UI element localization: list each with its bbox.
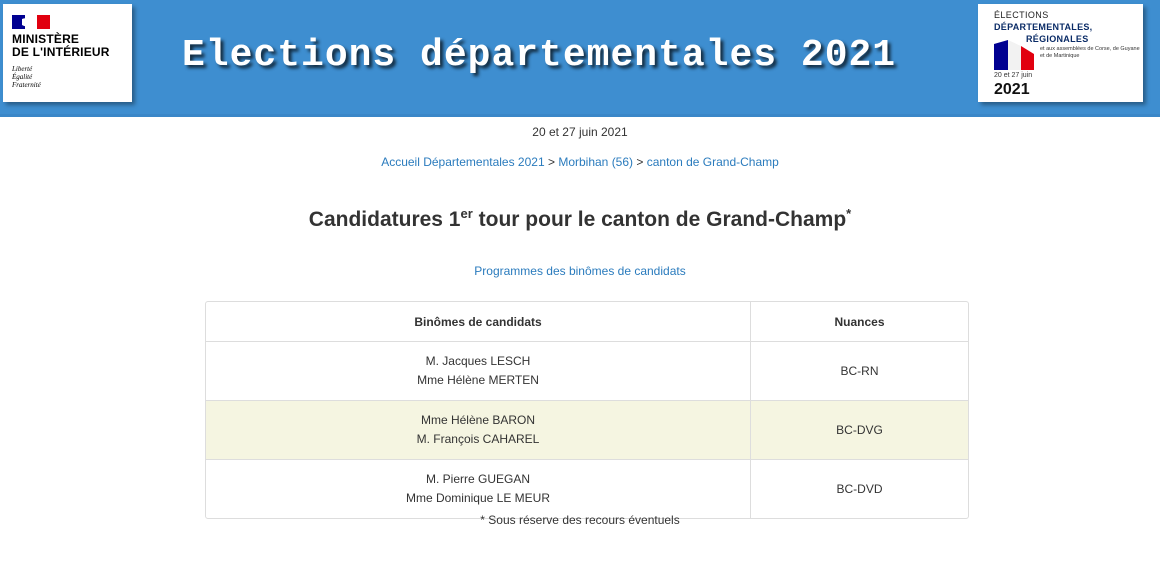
title-asterisk: *: [846, 206, 852, 221]
candidate-name: Mme Dominique LE MEUR: [405, 491, 551, 505]
nuance-cell: BC-DVG: [751, 401, 969, 460]
logo-departementales-label: DÉPARTEMENTALES,: [994, 22, 1093, 32]
site-header: [0, 0, 1160, 117]
programmes-link[interactable]: Programmes des binômes de candidats: [474, 264, 686, 278]
candidates-table: [205, 301, 969, 519]
candidate-name: Mme Hélène BARON: [420, 413, 536, 427]
candidate-name: M. François CAHAREL: [416, 432, 540, 446]
table-row: [206, 401, 968, 460]
logo-year: 2021: [994, 81, 1030, 98]
breadcrumb: [0, 155, 1160, 169]
election-dates: 20 et 27 juin 2021: [532, 125, 628, 139]
title-ordinal: er: [460, 206, 473, 221]
candidate-pair-cell: [206, 342, 751, 401]
page-title: [0, 208, 1160, 232]
table-row: [206, 460, 968, 519]
title-prefix: Candidatures 1: [308, 208, 461, 231]
nuance-cell: BC-DVD: [751, 460, 969, 519]
marianne-flag-icon: [12, 15, 50, 29]
table-row: [206, 342, 968, 401]
nuance-cell: BC-RN: [751, 342, 969, 401]
banner-title: Elections départementales 2021: [182, 34, 897, 77]
candidate-name: M. Jacques LESCH: [425, 354, 531, 368]
breadcrumb-canton-link[interactable]: canton de Grand-Champ: [646, 155, 779, 169]
logo-dates: 20 et 27 juin: [994, 72, 1033, 79]
candidate-pair-cell: [206, 401, 751, 460]
table-header-row: [206, 302, 968, 342]
french-flag-icon: [994, 40, 1034, 70]
breadcrumb-department-link[interactable]: Morbihan (56): [558, 155, 634, 169]
ministry-name: MINISTÈRE DE L'INTÉRIEUR: [12, 32, 110, 59]
republic-motto: Liberté Égalité Fraternité: [12, 65, 41, 89]
column-header-nuances: Nuances: [751, 302, 969, 342]
candidate-pair-cell: [206, 460, 751, 519]
title-suffix: tour pour le canton de Grand-Champ: [472, 208, 847, 231]
candidate-name: Mme Hélène MERTEN: [417, 373, 539, 387]
ministry-logo[interactable]: [3, 4, 132, 102]
logo-regionales-label: RÉGIONALES: [1026, 34, 1089, 44]
footnote: * Sous réserve des recours éventuels: [480, 513, 680, 527]
breadcrumb-separator: >: [547, 155, 555, 169]
elections-logo: [978, 4, 1143, 102]
breadcrumb-home-link[interactable]: Accueil Départementales 2021: [381, 155, 545, 169]
logo-assemblies-text: et aux assemblées de Corse, de Guyane et de Martinique: [1040, 46, 1140, 59]
breadcrumb-separator: >: [636, 155, 644, 169]
column-header-candidates: Binômes de candidats: [206, 302, 751, 342]
logo-elections-label: ÉLECTIONS: [994, 10, 1049, 20]
candidate-name: M. Pierre GUEGAN: [425, 472, 530, 486]
